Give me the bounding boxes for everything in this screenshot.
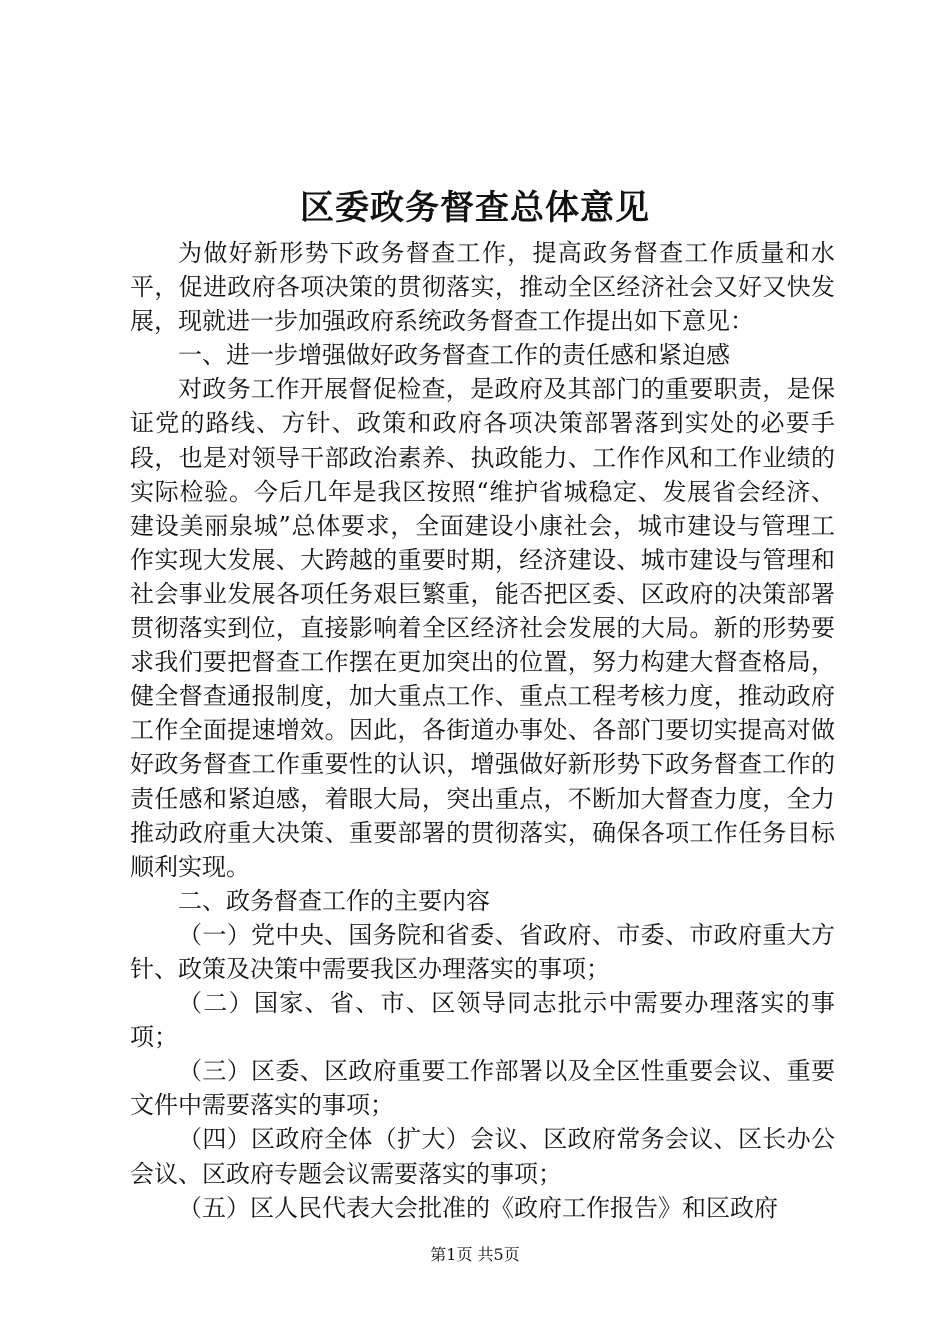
list-item-1: （一）党中央、国务院和省委、省政府、市委、市政府重大方针、政策及决策中需要我区办理落实的事项； [130,920,835,983]
page-number-footer: 第1页 共5页 [430,1245,520,1264]
list-item-4: （四）区政府全体（扩大）会议、区政府常务会议、区长办公会议、区政府专题会议需要落实的事项； [130,1125,835,1188]
document-body [130,236,835,1225]
section-heading-2: 二、政务督查工作的主要内容 [178,886,490,915]
paragraph-section-1: 对政务工作开展督促检查，是政府及其部门的重要职责，是保证党的路线、方针、政策和政府各项决策部署落到实处的必要手段，也是对领导干部政治素养、执政能力、工作作风和工作业绩的实际检验。今后几年是我区按照“维护省城稳定、发展省会经济、建设美丽泉城”总体要求，全面建设小康社会，城市建设与管理工作实现大发展、大跨越的重要时期，经济建设、城市建设与管理和社会事业发展各项任务艰巨繁重，能否把区委、区政府的决策部署贯彻落实到位，直接影响着全区经济社会发展的大局。新的形势要求我们要把督查工作摆在更加突出的位置，努力构建大督查格局，健全督查通报制度，加大重点工作、重点工程考核力度，推动政府工作全面提速增效。因此，各街道办事处、各部门要切实提高对做好政务督查工作重要性的认识，增强做好新形势下政务督查工作的责任感和紧迫感，着眼大局，突出重点，不断加大督查力度，全力推动政府重大决策、重要部署的贯彻落实，确保各项工作任务目标顺利实现。 [130,375,835,881]
list-item-3: （三）区委、区政府重要工作部署以及全区性重要会议、重要文件中需要落实的事项； [130,1057,835,1120]
document-title: 区委政务督查总体意见 [300,188,650,228]
section-heading-1: 一、进一步增强做好政务督查工作的责任感和紧迫感 [178,341,730,370]
paragraph-intro: 为做好新形势下政务督查工作，提高政务督查工作质量和水平，促进政府各项决策的贯彻落实，推动全区经济社会又好又快发展，现就进一步加强政府系统政务督查工作提出如下意见： [130,239,835,336]
list-item-2: （二）国家、省、市、区领导同志批示中需要办理落实的事项； [130,989,835,1052]
list-item-5: （五）区人民代表大会批准的《政府工作报告》和区政府 [178,1193,778,1222]
